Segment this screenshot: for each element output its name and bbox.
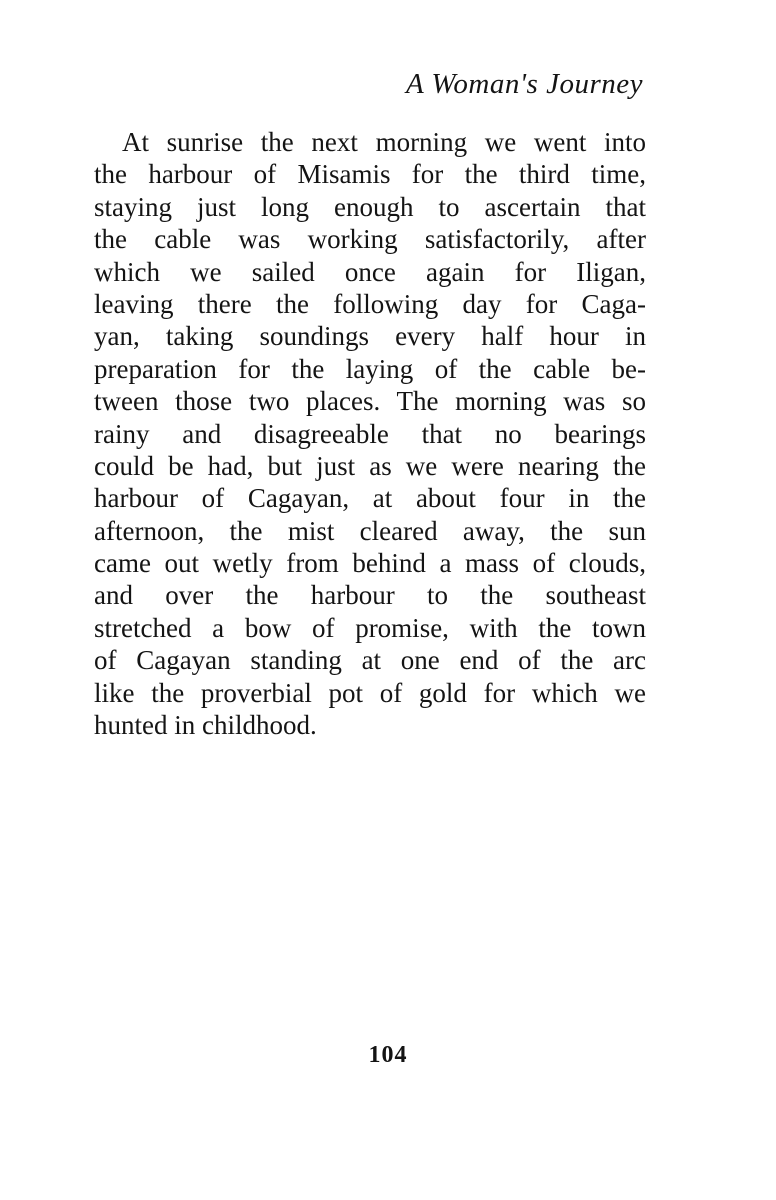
- text-line: At sunrise the next morning we went into: [122, 127, 646, 157]
- running-head: A Woman's Journey: [405, 68, 643, 100]
- text-line: like the proverbial pot of gold for which we: [94, 677, 646, 708]
- text-line: preparation for the laying of the cable be-: [94, 353, 646, 384]
- text-line: afternoon, the mist cleared away, the sun: [94, 515, 646, 546]
- text-line: and over the harbour to the southeast: [94, 580, 646, 611]
- text-line: tween those two places. The morning was so: [94, 386, 646, 417]
- text-line: yan, taking soundings every half hour in: [94, 321, 646, 352]
- page-number: 104: [368, 1042, 408, 1068]
- text-line: harbour of Cagayan, at about four in the: [94, 483, 646, 514]
- text-line: of Cagayan standing at one end of the arc: [94, 645, 646, 676]
- text-line: staying just long enough to ascertain that: [94, 191, 646, 222]
- text-line: hunted in childhood.: [94, 710, 317, 741]
- body-paragraph: [94, 126, 646, 741]
- text-line: came out wetly from behind a mass of clouds,: [94, 548, 646, 579]
- text-line: the cable was working satisfactorily, after: [94, 224, 646, 255]
- text-line: stretched a bow of promise, with the town: [94, 612, 646, 643]
- text-line: which we sailed once again for Iligan,: [94, 256, 646, 287]
- text-line: the harbour of Misamis for the third time,: [94, 159, 646, 190]
- text-line: could be had, but just as we were nearing the: [94, 450, 646, 481]
- text-line: rainy and disagreeable that no bearings: [94, 418, 646, 449]
- text-line: leaving there the following day for Caga-: [94, 288, 646, 319]
